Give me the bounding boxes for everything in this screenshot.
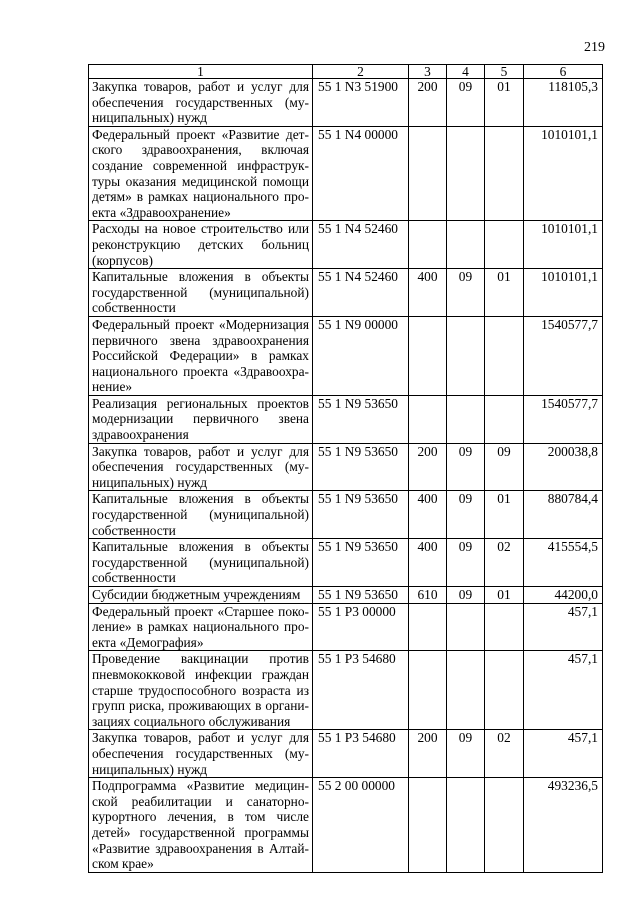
- row-name-line: реконструкцию детских больниц: [92, 236, 309, 252]
- sum-cell: 1540577,7: [524, 316, 603, 395]
- pr-cell: 02: [485, 539, 524, 587]
- code-cell: 55 2 00 00000: [313, 778, 409, 873]
- table-row: [89, 126, 603, 221]
- row-name-cell: [89, 730, 313, 778]
- row-name-line: екта «Здравоохранение»: [92, 204, 231, 220]
- rz-cell: 09: [447, 269, 485, 317]
- code-cell: 55 1 N9 53650: [313, 395, 409, 443]
- row-name-line: Федеральный проект «Развитие дет-: [92, 126, 309, 142]
- header-col-1: 1: [89, 65, 313, 79]
- row-name-line: Федеральный проект «Старшее поко-: [92, 603, 309, 619]
- pr-cell: [485, 651, 524, 730]
- row-name-cell: [89, 539, 313, 587]
- row-name-line: ском крае»: [92, 856, 154, 872]
- code-cell: 55 1 N4 52460: [313, 221, 409, 269]
- pr-cell: [485, 778, 524, 873]
- rz-cell: [447, 221, 485, 269]
- row-name-line: государственной (муниципальной): [92, 507, 309, 523]
- table-row: [89, 395, 603, 443]
- sum-cell: 457,1: [524, 730, 603, 778]
- rz-cell: [447, 316, 485, 395]
- header-col-2: 2: [313, 65, 409, 79]
- vr-cell: [409, 221, 447, 269]
- code-cell: 55 1 N9 53650: [313, 491, 409, 539]
- pr-cell: 01: [485, 269, 524, 317]
- header-row: [89, 65, 603, 79]
- row-name-line: обеспечения государственных (му-: [92, 94, 309, 110]
- vr-cell: 200: [409, 730, 447, 778]
- code-cell: 55 1 N3 51900: [313, 79, 409, 127]
- row-name-line: собственности: [92, 300, 176, 316]
- vr-cell: [409, 316, 447, 395]
- row-name-line: Федеральный проект «Модернизация: [92, 316, 309, 332]
- row-name-cell: [89, 651, 313, 730]
- rz-cell: 09: [447, 539, 485, 587]
- row-name-cell: [89, 316, 313, 395]
- vr-cell: [409, 778, 447, 873]
- row-name-line: национального проекта «Здравоохра-: [92, 363, 309, 379]
- row-name-line: обеспечения государственных (му-: [92, 459, 309, 475]
- code-cell: 55 1 N9 53650: [313, 587, 409, 604]
- sum-cell: 1010101,1: [524, 269, 603, 317]
- row-name-line: Капитальные вложения в объекты: [92, 539, 309, 555]
- row-name-line: Закупка товаров, работ и услуг для: [92, 730, 309, 746]
- vr-cell: 200: [409, 443, 447, 491]
- sum-cell: 457,1: [524, 651, 603, 730]
- row-name-cell: [89, 603, 313, 651]
- row-name-line: пневмококковой инфекции граждан: [92, 666, 309, 682]
- row-name-line: обеспечения государственных (му-: [92, 745, 309, 761]
- rz-cell: [447, 126, 485, 221]
- rz-cell: [447, 395, 485, 443]
- row-name-line: модернизации первичного звена: [92, 411, 309, 427]
- pr-cell: 01: [485, 491, 524, 539]
- sum-cell: 1010101,1: [524, 221, 603, 269]
- table-row: [89, 491, 603, 539]
- header-col-3: 3: [409, 65, 447, 79]
- row-name-line: создание современной инфраструк-: [92, 157, 309, 173]
- code-cell: 55 1 N4 00000: [313, 126, 409, 221]
- row-name-cell: [89, 443, 313, 491]
- header-col-5: 5: [485, 65, 524, 79]
- row-name-line: собственности: [92, 570, 176, 586]
- sum-cell: 457,1: [524, 603, 603, 651]
- pr-cell: [485, 603, 524, 651]
- sum-cell: 200038,8: [524, 443, 603, 491]
- rz-cell: 09: [447, 443, 485, 491]
- row-name-line: ской реабилитации и санаторно-: [92, 793, 309, 809]
- table-row: [89, 778, 603, 873]
- row-name-line: здравоохранения: [92, 427, 189, 443]
- row-name-line: Реализация региональных проектов: [92, 395, 309, 411]
- vr-cell: 400: [409, 539, 447, 587]
- row-name-line: зациях социального обслуживания: [92, 713, 291, 729]
- rz-cell: 09: [447, 587, 485, 604]
- row-name-line: Капитальные вложения в объекты: [92, 269, 309, 285]
- row-name-line: курортного лечения, в том числе: [92, 809, 309, 825]
- vr-cell: [409, 126, 447, 221]
- pr-cell: [485, 126, 524, 221]
- vr-cell: [409, 395, 447, 443]
- sum-cell: 1540577,7: [524, 395, 603, 443]
- row-name-line: собственности: [92, 522, 176, 538]
- row-name-line: Закупка товаров, работ и услуг для: [92, 443, 309, 459]
- header-col-4: 4: [447, 65, 485, 79]
- row-name-line: групп риска, проживающих в органи-: [92, 698, 309, 714]
- row-name-cell: [89, 587, 313, 604]
- row-name-line: Капитальные вложения в объекты: [92, 491, 309, 507]
- row-name-line: нение»: [92, 379, 133, 395]
- pr-cell: 01: [485, 587, 524, 604]
- row-name-line: ского здравоохранения, включая: [92, 142, 309, 158]
- row-name-cell: [89, 778, 313, 873]
- row-name-line: (корпусов): [92, 252, 153, 268]
- table-row: [89, 730, 603, 778]
- row-name-line: ниципальных) нужд: [92, 110, 208, 126]
- row-name-line: екта «Демография»: [92, 634, 204, 650]
- vr-cell: [409, 651, 447, 730]
- row-name-line: первичного звена здравоохранения: [92, 332, 309, 348]
- table-row: [89, 316, 603, 395]
- table-row: [89, 603, 603, 651]
- row-name-line: Подпрограмма «Развитие медицин-: [92, 778, 309, 794]
- row-name-line: ниципальных) нужд: [92, 761, 208, 777]
- sum-cell: 118105,3: [524, 79, 603, 127]
- pr-cell: [485, 316, 524, 395]
- table-row: [89, 651, 603, 730]
- rz-cell: [447, 651, 485, 730]
- table-row: [89, 79, 603, 127]
- code-cell: 55 1 P3 00000: [313, 603, 409, 651]
- sum-cell: 44200,0: [524, 587, 603, 604]
- row-name-cell: [89, 79, 313, 127]
- pr-cell: [485, 395, 524, 443]
- code-cell: 55 1 N9 53650: [313, 539, 409, 587]
- vr-cell: 400: [409, 269, 447, 317]
- row-name-line: туры оказания медицинской помощи: [92, 173, 309, 189]
- rz-cell: 09: [447, 730, 485, 778]
- row-name-line: Российской Федерации» в рамках: [92, 348, 309, 364]
- table-body: [89, 79, 603, 873]
- vr-cell: 400: [409, 491, 447, 539]
- row-name-cell: [89, 269, 313, 317]
- table-row: [89, 443, 603, 491]
- rz-cell: 09: [447, 79, 485, 127]
- pr-cell: 09: [485, 443, 524, 491]
- rz-cell: [447, 603, 485, 651]
- header-col-6: 6: [524, 65, 603, 79]
- row-name-line: детей» государственной программы: [92, 824, 309, 840]
- table-row: [89, 539, 603, 587]
- code-cell: 55 1 N9 53650: [313, 443, 409, 491]
- row-name-line: Проведение вакцинации против: [92, 651, 309, 667]
- pr-cell: 01: [485, 79, 524, 127]
- row-name-line: «Развитие здравоохранения в Алтай-: [92, 840, 309, 856]
- row-name-cell: [89, 221, 313, 269]
- row-name-line: детям» в рамках национального про-: [92, 189, 309, 205]
- row-name-cell: [89, 395, 313, 443]
- pr-cell: [485, 221, 524, 269]
- sum-cell: 415554,5: [524, 539, 603, 587]
- row-name-line: ниципальных) нужд: [92, 474, 208, 490]
- row-name-line: государственной (муниципальной): [92, 284, 309, 300]
- sum-cell: 1010101,1: [524, 126, 603, 221]
- code-cell: 55 1 P3 54680: [313, 730, 409, 778]
- table-row: [89, 221, 603, 269]
- sum-cell: 880784,4: [524, 491, 603, 539]
- row-name-line: Субсидии бюджетным учреждениям: [92, 587, 301, 602]
- table-row: [89, 269, 603, 317]
- sum-cell: 493236,5: [524, 778, 603, 873]
- rz-cell: [447, 778, 485, 873]
- row-name-line: Расходы на новое строительство или: [92, 221, 309, 237]
- vr-cell: 200: [409, 79, 447, 127]
- pr-cell: 02: [485, 730, 524, 778]
- table-row: [89, 587, 603, 604]
- code-cell: 55 1 N4 52460: [313, 269, 409, 317]
- row-name-cell: [89, 126, 313, 221]
- code-cell: 55 1 P3 54680: [313, 651, 409, 730]
- row-name-line: ление» в рамках национального про-: [92, 619, 309, 635]
- page-number: 219: [584, 40, 605, 55]
- row-name-line: старше трудоспособного возраста из: [92, 682, 309, 698]
- row-name-line: государственной (муниципальной): [92, 554, 309, 570]
- row-name-cell: [89, 491, 313, 539]
- row-name-line: Закупка товаров, работ и услуг для: [92, 79, 309, 94]
- rz-cell: 09: [447, 491, 485, 539]
- budget-table: [88, 64, 603, 873]
- code-cell: 55 1 N9 00000: [313, 316, 409, 395]
- vr-cell: [409, 603, 447, 651]
- vr-cell: 610: [409, 587, 447, 604]
